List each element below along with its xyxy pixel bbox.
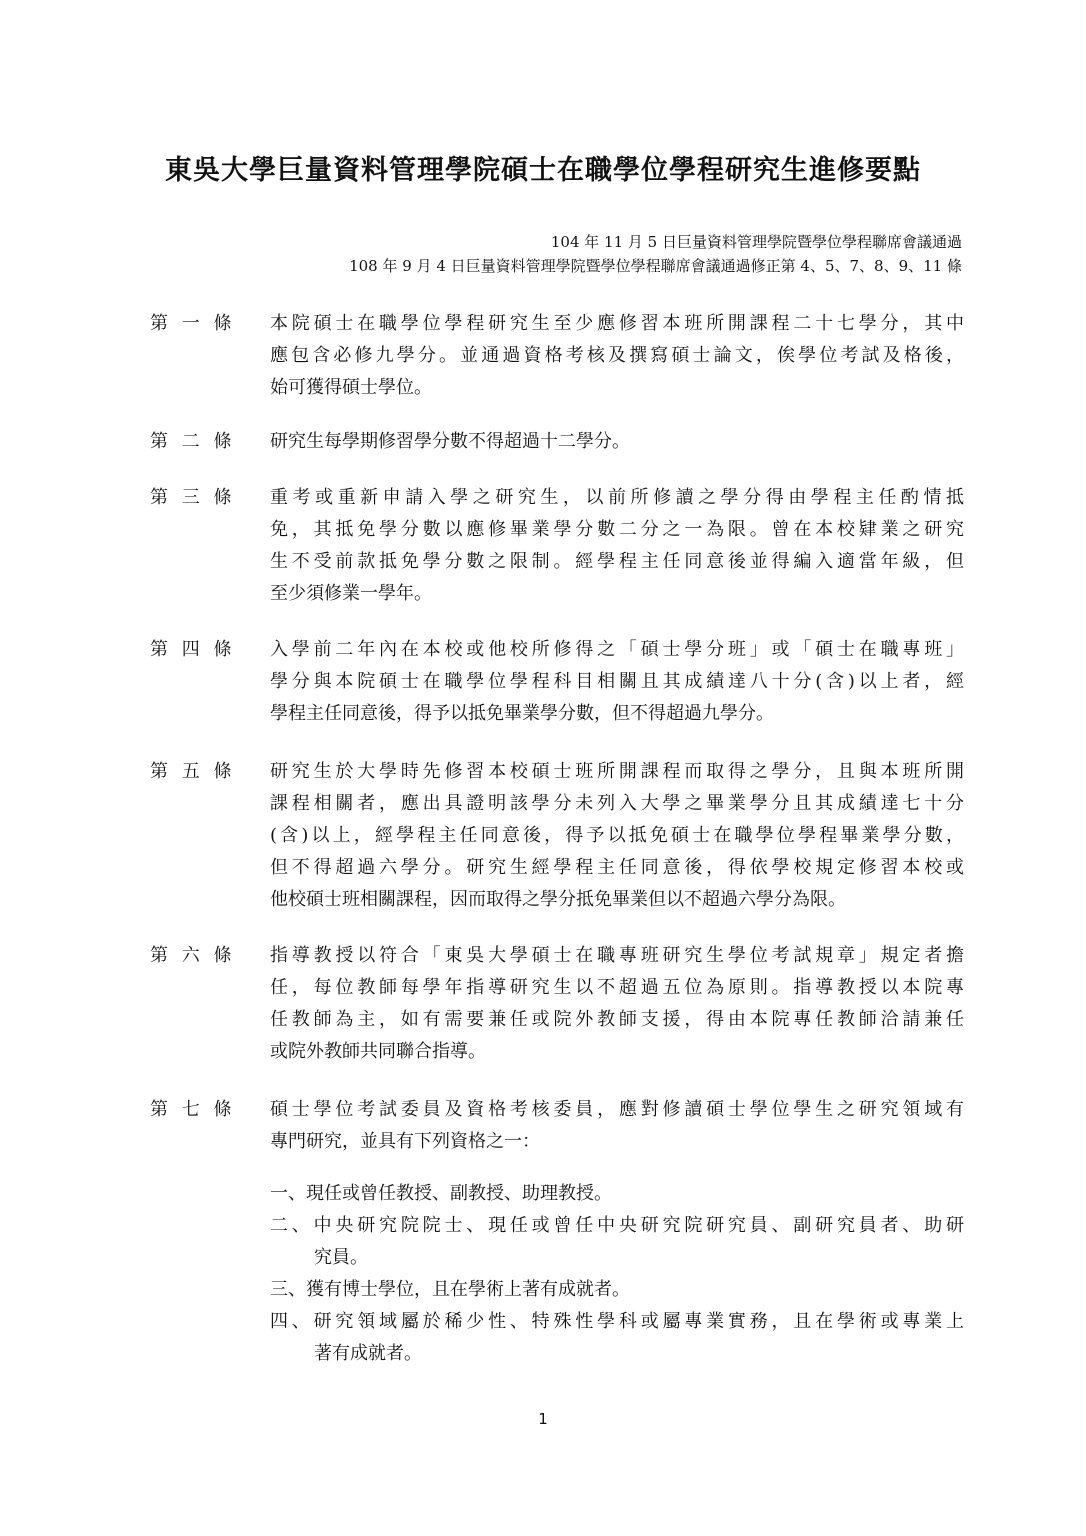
list-item-line: 四、研究領域屬於稀少性、特殊性學科或屬專業實務，且在學術或專業上: [270, 1311, 964, 1332]
history-line-1: 104 年 11 月 5 日巨量資料管理學院暨學位學程聯席會議通過: [550, 233, 962, 251]
article-body: [270, 308, 964, 404]
article-label: 第 五 條: [150, 761, 236, 782]
article-line: 應包含必修九學分。並通過資格考核及撰寫碩士論文，俟學位考試及格後，: [270, 345, 964, 366]
qualification-list: [270, 1178, 964, 1370]
article-line: 指導教授以符合「東吳大學碩士在職專班研究生學位考試規章」規定者擔: [270, 945, 964, 966]
article-line: 學分與本院碩士在職學位學程科目相關且其成績達八十分(含)以上者，經: [270, 671, 964, 692]
article-label: 第 七 條: [150, 1099, 236, 1120]
article-line: 學程主任同意後，得予以抵免畢業學分數，但不得超過九學分。: [270, 703, 774, 724]
article-line: (含)以上，經學程主任同意後，得予以抵免碩士在職學位學程畢業學分數，: [270, 825, 964, 846]
article-body: [270, 426, 964, 458]
document-title: 東吳大學巨量資料管理學院碩士在職學位學程研究生進修要點: [165, 155, 921, 186]
article-line: 生不受前款抵免學分數之限制。經學程主任同意後並得編入適當年級，但: [270, 551, 964, 572]
article-line: 碩士學位考試委員及資格考核委員，應對修讀碩士學位學生之研究領域有: [270, 1099, 964, 1120]
page-number: 1: [538, 1410, 548, 1428]
list-item-line: 究員。: [314, 1247, 368, 1268]
article-label: 第 一 條: [150, 313, 236, 334]
article-label: 第 三 條: [150, 487, 236, 508]
article-line: 他校碩士班相關課程，因而取得之學分抵免畢業但以不超過六學分為限。: [270, 889, 846, 910]
list-item-line: 二、中央研究院院士、現任或曾任中央研究院研究員、副研究員者、助研: [270, 1215, 964, 1236]
article-body: [270, 634, 964, 730]
article-line: 任教師為主，如有需要兼任或院外教師支援，得由本院專任教師洽請兼任: [270, 1009, 964, 1030]
article-line: 研究生於大學時先修習本校碩士班所開課程而取得之學分，且與本班所開: [270, 761, 964, 782]
article-line: 任，每位教師每學年指導研究生以不超過五位為原則。指導教授以本院專: [270, 977, 964, 998]
article-line: 本院碩士在職學位學程研究生至少應修習本班所開課程二十七學分，其中: [270, 313, 964, 334]
list-item: [270, 1178, 964, 1210]
article-label: 第 四 條: [150, 639, 236, 660]
article-line: 專門研究，並具有下列資格之一：: [270, 1131, 540, 1152]
list-item: [270, 1210, 964, 1274]
article-line: 研究生每學期修習學分數不得超過十二學分。: [270, 431, 630, 452]
article-line: 但不得超過六學分。研究生經學程主任同意後，得依學校規定修習本校或: [270, 857, 964, 878]
history-line-2: 108 年 9 月 4 日巨量資料管理學院暨學位學程聯席會議通過修正第 4、5、7、8、9、11 條: [349, 257, 962, 275]
article-body: [270, 482, 964, 610]
article-line: 或院外教師共同聯合指導。: [270, 1041, 486, 1062]
article-body: [270, 940, 964, 1068]
list-item-line: 著有成就者。: [314, 1343, 422, 1364]
article-label: 第 六 條: [150, 945, 236, 966]
article-body: [270, 1094, 964, 1158]
list-item-line: 一、現任或曾任教授、副教授、助理教授。: [270, 1183, 612, 1204]
article-line: 入學前二年內在本校或他校所修得之「碩士學分班」或「碩士在職專班」: [270, 639, 964, 660]
amendment-history: [349, 230, 962, 278]
article-line: 始可獲得碩士學位。: [270, 377, 432, 398]
list-item: [270, 1306, 964, 1370]
article-line: 課程相關者，應出具證明該學分未列入大學之畢業學分且其成績達七十分: [270, 793, 964, 814]
article-label: 第 二 條: [150, 431, 236, 452]
article-body: [270, 756, 964, 916]
list-item-line: 三、獲有博士學位，且在學術上著有成就者。: [270, 1279, 630, 1300]
article-line: 重考或重新申請入學之研究生，以前所修讀之學分得由學程主任酌情抵: [270, 487, 964, 508]
article-line: 免，其抵免學分數以應修畢業學分數二分之一為限。曾在本校肄業之研究: [270, 519, 964, 540]
article-line: 至少須修業一學年。: [270, 583, 432, 604]
list-item: [270, 1274, 964, 1306]
